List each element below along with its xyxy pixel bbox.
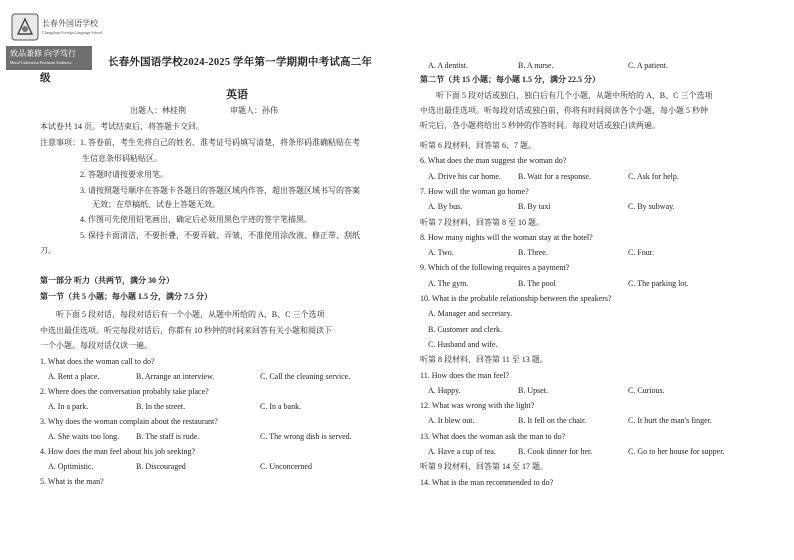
answer-option: A. Drive his car home. (428, 171, 501, 181)
answer-option: A. Two. (428, 248, 454, 258)
section2-heading: 第二节（共 15 小题；每小题 1.5 分，满分 22.5 分） (420, 75, 600, 84)
notice-item: 生信息条形码粘贴区。 (82, 154, 162, 163)
question-stem: 7. How will the woman go home? (420, 186, 529, 196)
part1-heading: 第一部分 听力（共两节，满分 30 分） (40, 276, 174, 285)
question-stem: 6. What does the man suggest the woman do? (420, 156, 567, 166)
answer-option: B. Cook dinner for her. (518, 447, 593, 456)
question-reviewer: 审题人：孙伟 (230, 106, 278, 115)
answer-option: A. It blew out. (428, 416, 475, 426)
school-emblem-icon (10, 12, 40, 42)
answer-option: B. The staff is rude. (136, 432, 200, 441)
answer-option: C. Four. (628, 248, 655, 258)
question-stem: 12. What was wrong with the light? (420, 401, 535, 411)
answer-option: B. The pool (518, 278, 556, 288)
answer-option: B. Arrange an interview. (136, 372, 215, 381)
notice-item: 5. 保持卡面清洁，不要折叠，不要弄破、弄皱，不准使用涂改液、修正带、刮纸 (80, 231, 360, 240)
answer-option: A. By bus. (428, 202, 463, 212)
section2-instructions: 中选出最佳选项。听每段对话或独白前，你将有时间阅读各个小题，每小题 5 秒钟 (420, 106, 708, 115)
section2-instructions: 听完后，各小题将给出 5 秒钟的作答时间。每段对话或独白读两遍。 (420, 121, 660, 130)
question-setter: 出题人：林桂荆 (130, 106, 186, 115)
answer-option: B. Three. (518, 248, 548, 258)
answer-option: C. Call the cleaning service. (260, 372, 351, 381)
answer-option: C. In a bank. (260, 402, 302, 411)
logo-school-name: 长春外国语学校 (42, 19, 98, 28)
logo-motto: 致品兼修 向学笃行 (10, 49, 76, 58)
notice-item: 4. 作图可先使用铅笔画出，确定后必须用黑色字迹的签字笔描黑。 (80, 215, 312, 224)
notice-intro: 本试卷共 14 页。考试结束后，将答题卡交回。 (40, 122, 204, 131)
answer-option: C. Curious. (628, 385, 665, 395)
section1-instructions: 中选出最佳选项。听完每段对话后，你都有 10 秒钟的时间来回答有关小题和阅读下 (40, 326, 332, 335)
answer-option: B. A nurse. (518, 61, 554, 70)
answer-option: A. In a park. (48, 402, 89, 411)
notice-item: 刀。 (40, 246, 56, 255)
answer-option: B. By taxi (518, 202, 551, 212)
notice-label: 注意事项： (40, 138, 80, 147)
question-stem: 3. Why does the woman complain about the restaurant? (40, 417, 218, 426)
answer-option: C. The parking lot. (628, 278, 689, 288)
question-stem: 10. What is the probable relationship between the speakers? (420, 294, 612, 303)
answer-option: A. Happy. (428, 385, 461, 395)
answer-option: A. A dentist. (428, 61, 469, 70)
material-instruction: 听第 6 段材料，回答第 6、7 题。 (420, 141, 536, 150)
section1-heading: 第一节（共 5 小题；每小题 1.5 分，满分 7.5 分） (40, 292, 212, 301)
answer-option: A. The gym. (428, 278, 469, 288)
question-stem: 5. What is the man? (40, 477, 104, 486)
answer-option: C. By subway. (628, 202, 675, 212)
question-stem: 13. What does the woman ask the man to do? (420, 431, 566, 441)
answer-option: B. Wait for a response. (518, 171, 591, 181)
answer-option: C. Husband and wife. (428, 339, 498, 349)
question-stem: 1. What does the woman call to do? (40, 357, 155, 366)
answer-option: C. It hurt the man's finger. (628, 416, 712, 426)
notice-item: 无效；在草稿纸、试卷上答题无效。 (92, 200, 220, 209)
answer-option: C. The wrong dish is served. (260, 432, 352, 441)
answer-option: C. Go to her house for supper. (628, 447, 725, 456)
answer-option: B. Upset. (518, 385, 548, 395)
answer-option: A. Have a cup of tea. (428, 447, 496, 456)
question-stem: 9. Which of the following requires a payment? (420, 263, 570, 273)
answer-option: A. Rent a place. (48, 372, 100, 381)
answer-option: A. Manager and secretary. (428, 309, 513, 319)
answer-option: B. Customer and clerk. (428, 324, 502, 334)
question-stem: 8. How many nights will the woman stay at the hotel? (420, 232, 593, 242)
exam-title-continued: 级 (40, 73, 51, 84)
answer-option: B. In the street. (136, 402, 186, 411)
answer-option: A. Optimistic. (48, 462, 94, 471)
answer-option: B. It fell on the chair. (518, 416, 587, 426)
logo-motto-en: Moral Cultivation Persistent Endeavor (10, 60, 72, 65)
question-stem: 2. Where does the conversation probably take place? (40, 387, 209, 396)
school-logo (6, 6, 103, 70)
section2-instructions: 听下面 5 段对话或独白，独白后有几个小题，从题中所给的 A、B、C 三个选项 (436, 91, 713, 100)
logo-school-name-en: Changchun Foreign Language School (42, 30, 103, 35)
material-instruction: 听第 7 段材料，回答第 8 至 10 题。 (420, 217, 544, 227)
notice-item: 2. 答题时请按要求用笔。 (80, 170, 168, 179)
answer-option: C. A patient. (628, 61, 668, 70)
answer-option: C. Ask for help. (628, 171, 679, 181)
section1-instructions: 一个小题。每段对话仅读一遍。 (40, 341, 152, 350)
notice-item: 3. 请按照题号顺序在答题卡各题目的答题区域内作答，超出答题区域书写的答案 (80, 186, 360, 195)
answer-option: A. She waits too long. (48, 432, 120, 441)
exam-subject: 英语 (226, 89, 248, 101)
material-instruction: 听第 9 段材料，回答第 14 至 17 题。 (420, 462, 548, 472)
question-stem: 11. How does the man feel? (420, 370, 510, 380)
notice-item: 1. 答卷前，考生先将自己的姓名、准考证号码填写清楚，将条形码准确粘贴在考 (80, 138, 360, 147)
exam-title: 长春外国语学校2024-2025 学年第一学期期中考试高二年 (108, 57, 373, 68)
logo-motto-band (6, 46, 92, 70)
question-stem: 14. What is the man recommended to do? (420, 477, 554, 487)
answer-option: B. Discouraged (136, 462, 186, 471)
question-stem: 4. How does the man feel about his job seeking? (40, 447, 196, 456)
section1-instructions: 听下面 5 段对话，每段对话后有一个小题，从题中所给的 A、B、C 三个选项 (56, 310, 325, 319)
material-instruction: 听第 8 段材料，回答第 11 至 13 题。 (420, 355, 548, 365)
answer-option: C. Unconcerned (260, 462, 312, 471)
